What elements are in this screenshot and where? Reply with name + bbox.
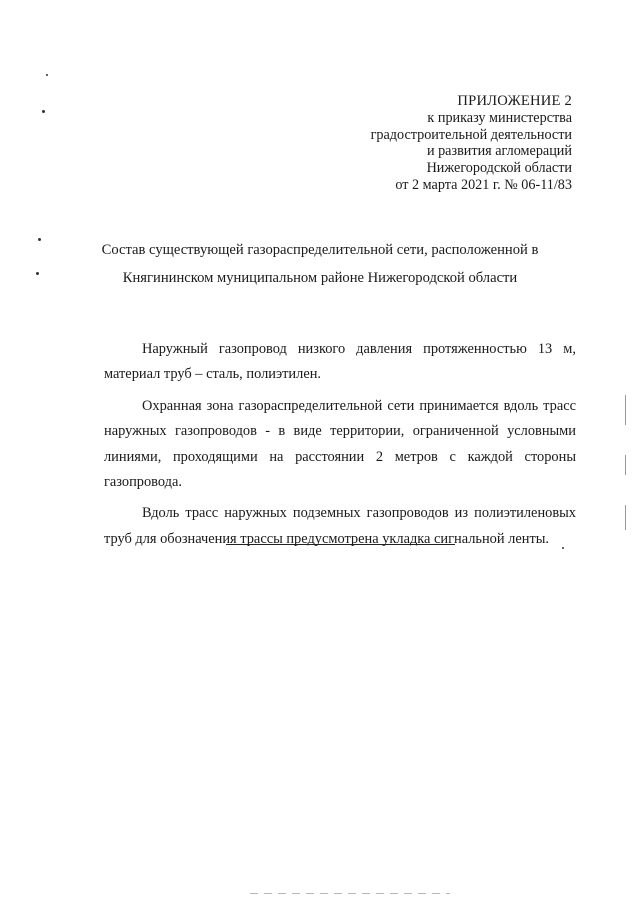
document-title	[60, 236, 580, 292]
scan-speck	[38, 238, 41, 241]
scan-speck	[46, 74, 48, 76]
appendix-order-date: от 2 марта 2021 г. № 06-11/83	[395, 176, 572, 193]
scan-edge-mark	[625, 505, 626, 530]
paragraph-signal-tape: Вдоль трасс наружных подземных газопроводов из полиэтиленовых труб для обозначения трассы предусмотрена укладка сигнальной ленты.	[104, 505, 576, 547]
document-body	[104, 337, 576, 558]
scan-speck	[36, 272, 39, 275]
scan-speck	[562, 547, 564, 549]
appendix-heading: ПРИЛОЖЕНИЕ 2	[457, 93, 572, 109]
paragraph-protection-zone: Охранная зона газораспределительной сети принимается вдоль трасс наружных газопроводов - в виде территории, ограниченной условными линиями, проходящими на расстоянии 2 метров с каждой стороны газопровода.	[104, 397, 576, 491]
scan-bottom-noise	[250, 893, 450, 894]
closing-rule	[226, 544, 455, 545]
appendix-line: градостроительной деятельности	[370, 126, 572, 143]
appendix-line: Нижегородской области	[426, 160, 572, 177]
scan-edge-mark	[625, 455, 626, 475]
paragraph-pipeline: Наружный газопровод низкого давления протяженностью 13 м, материал труб – сталь, полиэтилен.	[104, 341, 576, 383]
appendix-header	[371, 93, 572, 194]
title-line: Состав существующей газораспределительной сети, расположенной в	[101, 242, 539, 258]
title-line: Княгининском муниципальном районе Нижегородской области	[122, 270, 518, 286]
appendix-line: и развития агломераций	[426, 143, 572, 160]
scan-speck	[42, 110, 45, 113]
scan-edge-mark	[625, 395, 626, 425]
appendix-line: к приказу министерства	[427, 109, 572, 126]
